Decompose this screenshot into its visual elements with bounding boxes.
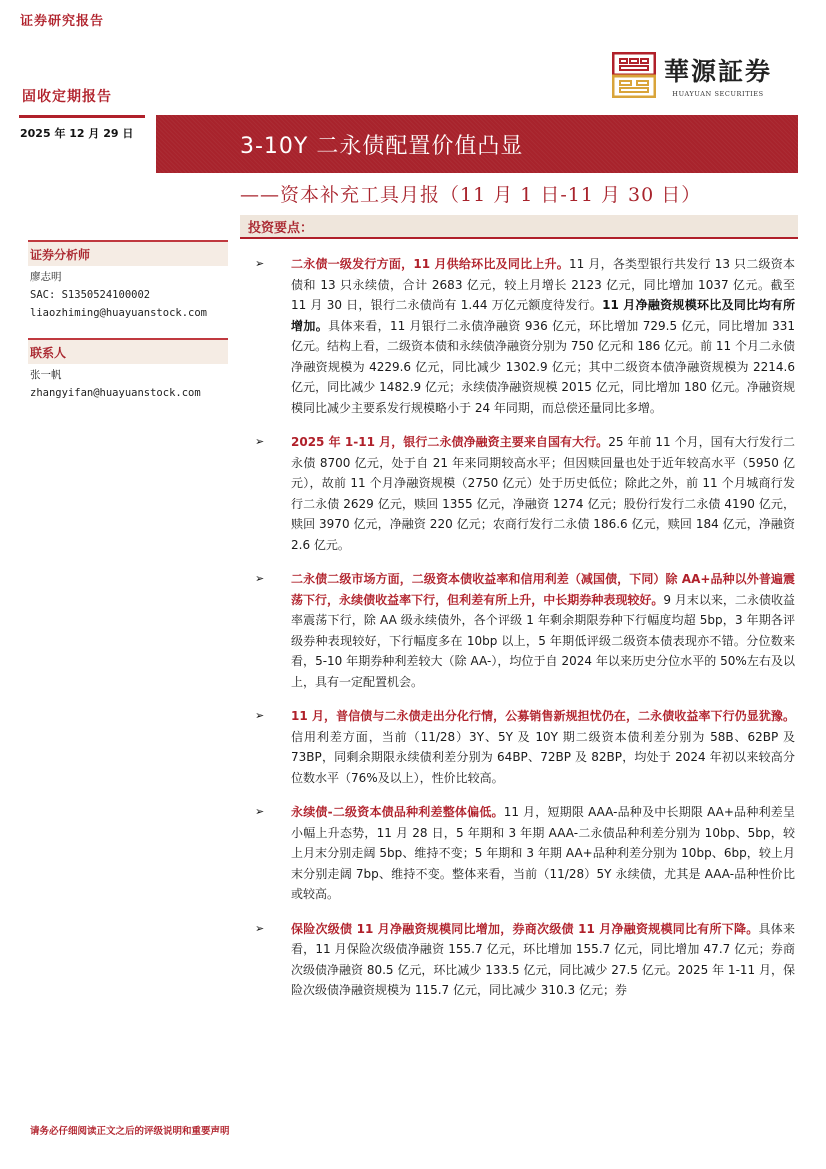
bullet-arrow-icon: ➢	[255, 709, 265, 722]
left-divider	[19, 115, 145, 118]
report-subtitle: ——资本补充工具月报（11 月 1 日-11 月 30 日）	[240, 184, 702, 206]
contact-email[interactable]: zhangyifan@huayuanstock.com	[30, 387, 201, 399]
contact-heading-text: 联系人	[30, 346, 67, 360]
key-point-item	[255, 432, 795, 555]
key-point-headline: 2025 年 1-11 月，银行二永债净融资主要来自国有大行。	[291, 435, 609, 449]
key-point-headline: 二永债二级市场方面，二级资本债收益率和信用利差（减国债，下同）除 AA+品种以外普遍震荡下行，永续债收益率下行，但利差有所上升，中长期券种表现较好。	[291, 572, 795, 607]
key-point-bold: 11 月净融资规模环比及同比均有所增加。	[291, 298, 795, 333]
key-point-body: 信用利差方面，当前（11/28）3Y、5Y 及 10Y 期二级资本债利差分别为 58B、62BP 及 73BP，同剩余期限永续债利差分别为 64BP、72BP 及 82BP，均处于 2024 年初以来较高分位数水平（76%及以上），性价比较高。	[291, 729, 795, 785]
key-point-item	[255, 706, 795, 788]
contact-heading	[28, 338, 228, 364]
analyst-email[interactable]: liaozhiming@huayuanstock.com	[30, 307, 208, 319]
analyst-section	[28, 240, 228, 322]
key-point-item	[255, 919, 795, 1001]
contact-name: 张一帆	[30, 369, 62, 381]
bullet-arrow-icon: ➢	[255, 435, 265, 448]
title-banner	[156, 115, 798, 173]
bullet-arrow-icon: ➢	[255, 805, 265, 818]
key-point-headline: 11 月，普信债与二永债走出分化行情，公募销售新规担忧仍在，二永债收益率下行仍显犹豫。	[291, 709, 795, 723]
key-point-item	[255, 569, 795, 692]
key-point-item	[255, 802, 795, 905]
key-point-body: 9 月末以来，二永债收益率震荡下行，除 AA 级永续债外，各个评级 1 年剩余期限券种下行幅度均超 5bp，3 年期各评级券种表现较好，下行幅度多在 10bp 以上，5 年期低评级二级资本债表现亦不错。分位数来看，5-10 年期券种利差较大（除 AA-），均位于自 2024 年以来历史分位水平的 50%左右及以上，具有一定配置机会。	[291, 592, 795, 689]
contact-section	[28, 338, 228, 402]
key-points-label: 投资要点：	[248, 221, 314, 236]
doc-type-label: 证券研究报告	[20, 14, 105, 29]
key-points-list	[255, 254, 795, 1015]
key-point-body: 11 月，各类型银行共发行 13 只二级资本债和 13 只永续债，合计 2683 亿元，较上月增长 2123 亿元，同比增加 1037 亿元。截至 11 月 30 日，银行二永债尚有 1.44 万亿元额度待发行。	[291, 257, 795, 312]
logo-name-en: HUAYUAN SECURITIES	[672, 90, 764, 98]
analyst-heading-text: 证券分析师	[30, 248, 91, 262]
key-point-body: 11 月，短期限 AAA-品种及中长期限 AA+品种利差呈小幅上升态势，11 月 28 日，5 年期和 3 年期 AAA-二永债品种利差分别为 10bp、5bp，较上月末分别走阔 5bp、维持不变；5 年期和 3 年期 AA+品种利差分别为 10bp、6bp，较上月末分别走阔 7bp、维持不变。整体来看，当前（11/28）5Y 永续债，尤其是 AAA-品种性价比或较高。	[291, 805, 795, 901]
key-point-headline: 永续债-二级资本债品种利差整体偏低。	[291, 805, 504, 819]
company-logo	[612, 52, 772, 98]
logo-mark-icon	[612, 52, 656, 98]
disclaimer-footer: 请务必仔细阅读正文之后的评级说明和重要声明	[30, 1126, 230, 1137]
key-points-header	[240, 215, 798, 239]
report-title: 3-10Y 二永债配置价值凸显	[240, 134, 524, 159]
key-point-body: 25 年前 11 个月，国有大行发行二永债 8700 亿元，处于自 21 年来同期较高水平；但因赎回量也处于近年较高水平（5950 亿元），故前 11 个月净融资规模（2750 亿元）处于历史低位；除此之外，前 11 个月城商行发行二永债 2629 亿元，赎回 1355 亿元，净融资 1274 亿元；股份行发行二永债 4190 亿元，赎回 3970 亿元，净融资 220 亿元；农商行发行二永债 186.6 亿元，赎回 184 亿元，净融资 2.6 亿元。	[291, 435, 796, 552]
key-point-body: 具体来看，11 月保险次级债净融资 155.7 亿元，环比增加 155.7 亿元，同比增加 47.7 亿元；券商次级债净融资 80.5 亿元，环比减少 133.5 亿元，同比减少 27.5 亿元。2025 年 1-11 月，保险次级债净融资规模为 115.7 亿元，同比减少 310.3 亿元；券	[291, 921, 795, 997]
bullet-arrow-icon: ➢	[255, 921, 265, 935]
logo-name-cn: 華源証券	[664, 57, 773, 86]
report-type-label: 固收定期报告	[22, 89, 112, 105]
key-point-item	[255, 254, 795, 418]
analyst-name: 廖志明	[30, 271, 62, 283]
report-date: 2025 年 12 月 29 日	[20, 127, 134, 140]
key-point-body: 具体来看，11 月银行二永债净融资 936 亿元，环比增加 729.5 亿元，同比增加 331 亿元。结构上看，二级资本债和永续债净融资分别为 750 亿元和 186 亿元。前 11 个月二永债净融资规模为 4229.6 亿元，同比减少 1302.9 亿元；其中二级资本债净融资规模为 2214.6 亿元，同比减少 1482.9 亿元；永续债净融资规模 2015 亿元，同比增加 180 亿元。净融资规模同比减少主要系发行规模略小于 24 年同期，而总偿还量同比多增。	[291, 318, 795, 415]
key-point-headline: 保险次级债 11 月净融资规模同比增加，券商次级债 11 月净融资规模同比有所下降。	[291, 921, 759, 936]
bullet-arrow-icon: ➢	[255, 572, 265, 585]
analyst-sac: SAC: S1350524100002	[30, 289, 151, 301]
bullet-arrow-icon: ➢	[255, 257, 265, 270]
analyst-heading	[28, 240, 228, 266]
key-point-headline: 二永债一级发行方面，11 月供给环比及同比上升。	[291, 257, 570, 271]
